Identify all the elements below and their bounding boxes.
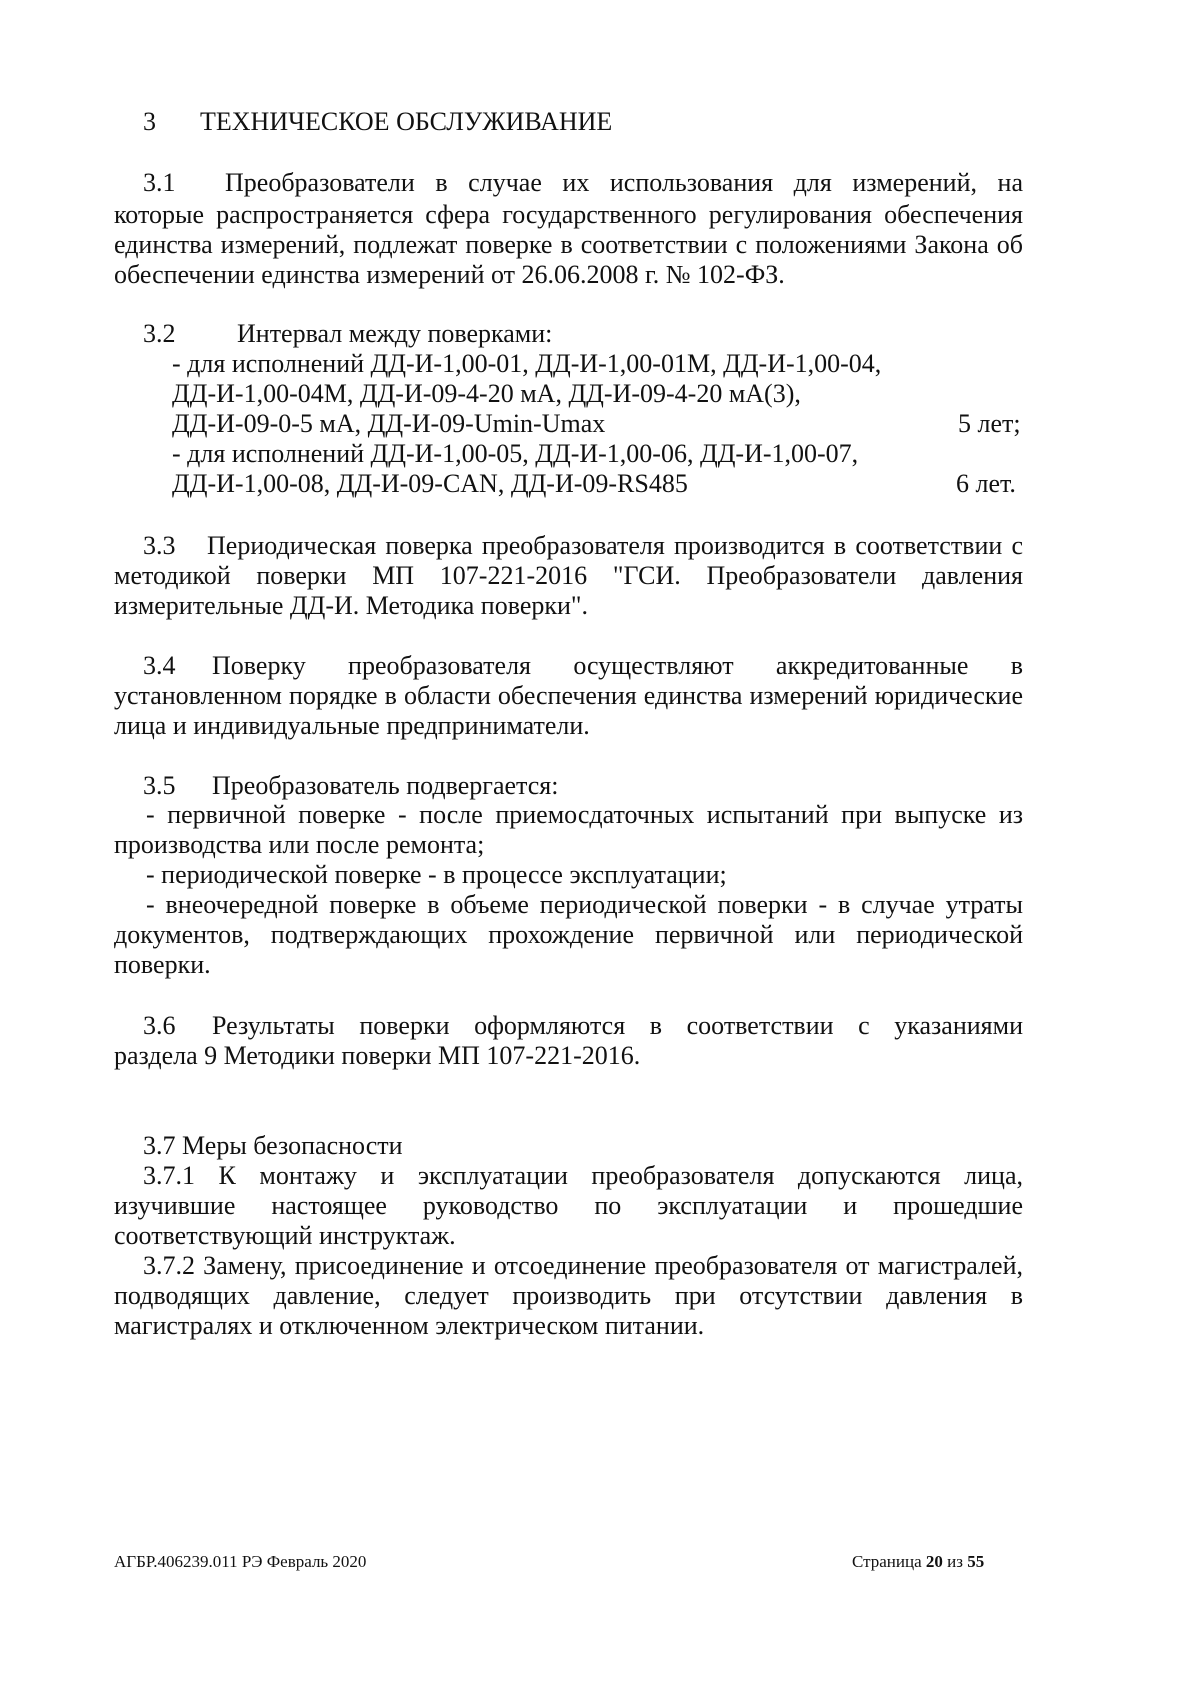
verification-item-line: поверки. [114,950,211,979]
paragraph-number-3-2: 3.2 [143,319,176,348]
footer-page-number: 20 [925,1552,943,1571]
footer-of-word: из [947,1552,963,1571]
verification-item-line: - первичной поверке - после приемосдаточных испытаний при выпуске из [146,800,1023,829]
interval-list-line: - для исполнений ДД-И-1,00-05, ДД-И-1,00-06, ДД-И-1,00-07, [172,439,859,468]
interval-list-line: ДД-И-09-0-5 мА, ДД-И-09-Umin-Umax [172,409,606,438]
interval-value: 6 лет. [956,469,1016,498]
safety-paragraph-line: изучившие настоящее руководство по эксплуатации и прошедшие [114,1191,1023,1220]
verification-item-line: производства или после ремонта; [114,830,485,859]
subsection-title-3-7: 3.7 Меры безопасности [143,1131,403,1160]
section-number: 3 [143,107,156,136]
paragraph-3-4-line: установленном порядке в области обеспечения единства измерений юридические [114,681,1023,710]
verification-item-line: - периодической поверке - в процессе эксплуатации; [146,860,727,889]
safety-paragraph-line: подводящих давление, следует производить при отсутствии давления в [114,1281,1023,1310]
verification-item-line: документов, подтверждающих прохождение первичной или периодической [114,920,1023,949]
footer-page-counter [852,1552,984,1572]
verification-item-line: - внеочередной поверке в объеме периодической поверки - в случае утраты [146,890,1023,919]
paragraph-3-1-line: обеспечении единства измерений от 26.06.2008 г. № 102-ФЗ. [114,260,785,289]
paragraph-number-3-6: 3.6 [143,1011,176,1040]
footer-page-word: Страница [852,1552,922,1571]
footer-page-total: 55 [967,1552,985,1571]
paragraph-3-4-line: лица и индивидуальные предприниматели. [114,711,590,740]
section-title: ТЕХНИЧЕСКОЕ ОБСЛУЖИВАНИЕ [200,107,613,136]
paragraph-number-3-5: 3.5 [143,771,176,800]
paragraph-3-3-line: измерительные ДД-И. Методика поверки". [114,591,589,620]
paragraph-3-4-line: Поверку преобразователя осуществляют аккредитованные в [212,651,1023,680]
safety-paragraph-line: соответствующий инструктаж. [114,1221,456,1250]
paragraph-3-1-line: Преобразователи в случае их использования для измерений, на [225,168,1023,197]
paragraph-3-5-title: Преобразователь подвергается: [212,771,559,800]
interval-list-line: ДД-И-1,00-04М, ДД-И-09-4-20 мА, ДД-И-09-4-20 мА(3), [172,379,801,408]
paragraph-3-3-line: Периодическая поверка преобразователя производится в соответствии с [207,531,1023,560]
paragraph-3-6-line: раздела 9 Методики поверки МП 107-221-2016. [114,1041,641,1070]
safety-paragraph-line: магистралях и отключенном электрическом питании. [114,1311,705,1340]
paragraph-3-1-line: которые распространяется сфера государственного регулирования обеспечения [114,200,1023,229]
paragraph-3-3-line: методикой поверки МП 107-221-2016 "ГСИ. Преобразователи давления [114,561,1023,590]
paragraph-number-3-3: 3.3 [143,531,176,560]
paragraph-3-2-title: Интервал между поверками: [237,319,553,348]
paragraph-3-1-line: единства измерений, подлежат поверке в соответствии с положениями Закона об [114,230,1023,259]
interval-list-line: - для исполнений ДД-И-1,00-01, ДД-И-1,00-01М, ДД-И-1,00-04, [172,349,882,378]
paragraph-number-3-4: 3.4 [143,651,176,680]
safety-paragraph-line: 3.7.1 К монтажу и эксплуатации преобразователя допускаются лица, [143,1161,1023,1190]
interval-value: 5 лет; [958,409,1021,438]
paragraph-3-6-line: Результаты поверки оформляются в соответствии с указаниями [212,1011,1023,1040]
paragraph-number-3-1: 3.1 [143,168,176,197]
safety-paragraph-line: 3.7.2 Замену, присоединение и отсоединение преобразователя от магистралей, [143,1251,1023,1280]
interval-list-line: ДД-И-1,00-08, ДД-И-09-CAN, ДД-И-09-RS485 [172,469,688,498]
footer-document-code: АГБР.406239.011 РЭ Февраль 2020 [114,1552,367,1571]
